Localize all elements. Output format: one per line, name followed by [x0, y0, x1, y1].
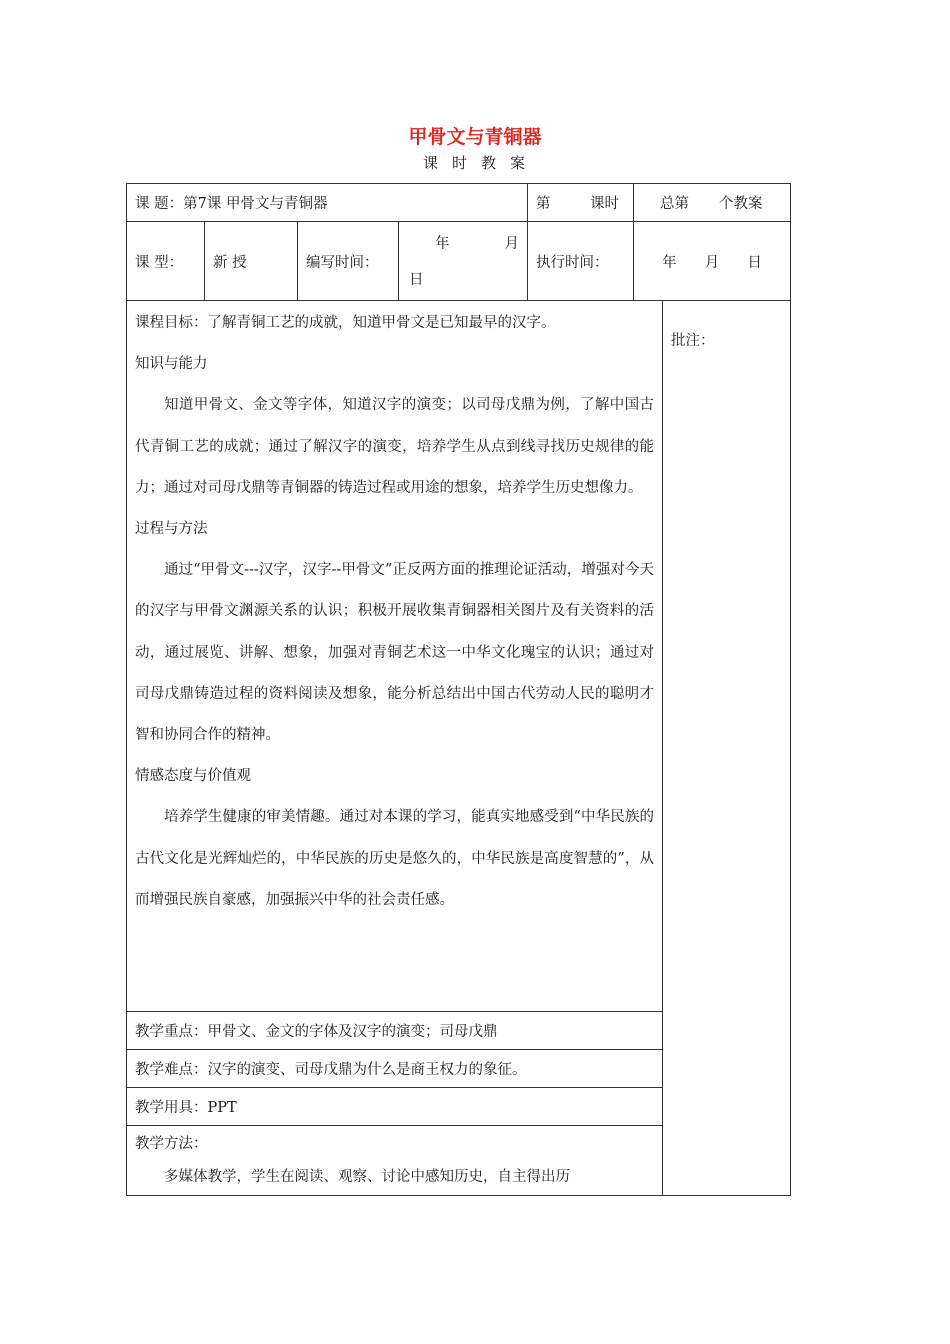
compile-month: 月 — [504, 236, 520, 252]
tools-cell: 教学用具：PPT — [127, 1088, 663, 1126]
table-row-type — [127, 222, 791, 301]
paragraph-process: 通过“甲骨文---汉字，汉字--甲骨文”正反两方面的推理论证活动，增强对今天的汉字与甲骨文渊源关系的认识；积极开展收集青铜器相关图片及有关资料的活动，通过展览、讲解、想象，加强对青铜艺术这一中华文化瑰宝的认识；通过对司母戊鼎铸造过程的资料阅读及想象，能分析总结出中国古代劳动人民的聪明才智和协同合作的精神。 — [135, 562, 655, 744]
compile-year: 年 — [435, 236, 450, 252]
notes-cell — [663, 301, 791, 1196]
document-subtitle: 课时教案 — [422, 154, 539, 172]
table-row-objectives — [127, 301, 791, 1012]
difficulties-cell: 教学难点：汉字的演变、司母戊鼎为什么是商王权力的象征。 — [127, 1050, 663, 1088]
objectives-cell — [127, 301, 663, 1012]
method-text: 多媒体教学，学生在阅读、观察、讨论中感知历史，自主得出历 — [164, 1169, 570, 1185]
notes-label: 批注： — [671, 333, 715, 349]
compile-time-label-cell: 编写时间： — [298, 222, 399, 301]
key-points-cell: 教学重点：甲骨文、金文的字体及汉字的演变；司母戊鼎 — [127, 1012, 663, 1050]
compile-day: 日 — [409, 272, 424, 288]
lesson-plan-table — [126, 183, 791, 1196]
table-row-topic — [127, 184, 791, 222]
document-title: 甲骨文与青铜器 — [408, 126, 542, 148]
paragraph-knowledge: 知道甲骨文、金文等字体，知道汉字的演变；以司母戊鼎为例，了解中国古代青铜工艺的成就；通过了解汉字的演变，培养学生从点到线寻找历史规律的能力；通过对司母戊鼎等青铜器的铸造过程或用途的想象，培养学生历史想像力。 — [135, 397, 655, 496]
exec-year: 年 — [662, 254, 677, 271]
lesson-number-label: 第 — [536, 196, 551, 212]
total-number-unit: 个教案 — [719, 196, 763, 212]
exec-time-label-cell: 执行时间： — [528, 222, 634, 301]
method-cell — [127, 1126, 663, 1196]
lesson-number-unit: 课时 — [590, 196, 620, 212]
exec-month: 月 — [704, 254, 720, 271]
type-label-cell: 课 型： — [127, 222, 205, 301]
total-number-label: 总第 — [660, 196, 690, 212]
exec-day: 日 — [747, 254, 762, 271]
lesson-number-cell — [528, 184, 634, 222]
heading-emotion: 情感态度与价值观 — [135, 768, 251, 785]
topic-cell: 课 题：第7课 甲骨文与青铜器 — [127, 184, 528, 222]
compile-date-cell — [399, 222, 528, 301]
heading-knowledge: 知识与能力 — [135, 356, 208, 373]
method-label: 教学方法： — [135, 1136, 208, 1152]
heading-process: 过程与方法 — [135, 521, 208, 538]
type-value-cell: 新 授 — [205, 222, 298, 301]
total-number-cell — [634, 184, 791, 222]
paragraph-emotion: 培养学生健康的审美情趣。通过对本课的学习，能真实地感受到“中华民族的古代文化是光辉灿烂的，中华民族的历史是悠久的，中华民族是高度智慧的”，从而增强民族自豪感，加强振兴中华的社会责任感。 — [135, 809, 655, 908]
course-goal: 课程目标：了解青铜工艺的成就，知道甲骨文是已知最早的汉字。 — [135, 315, 556, 331]
exec-date-cell — [634, 222, 791, 301]
